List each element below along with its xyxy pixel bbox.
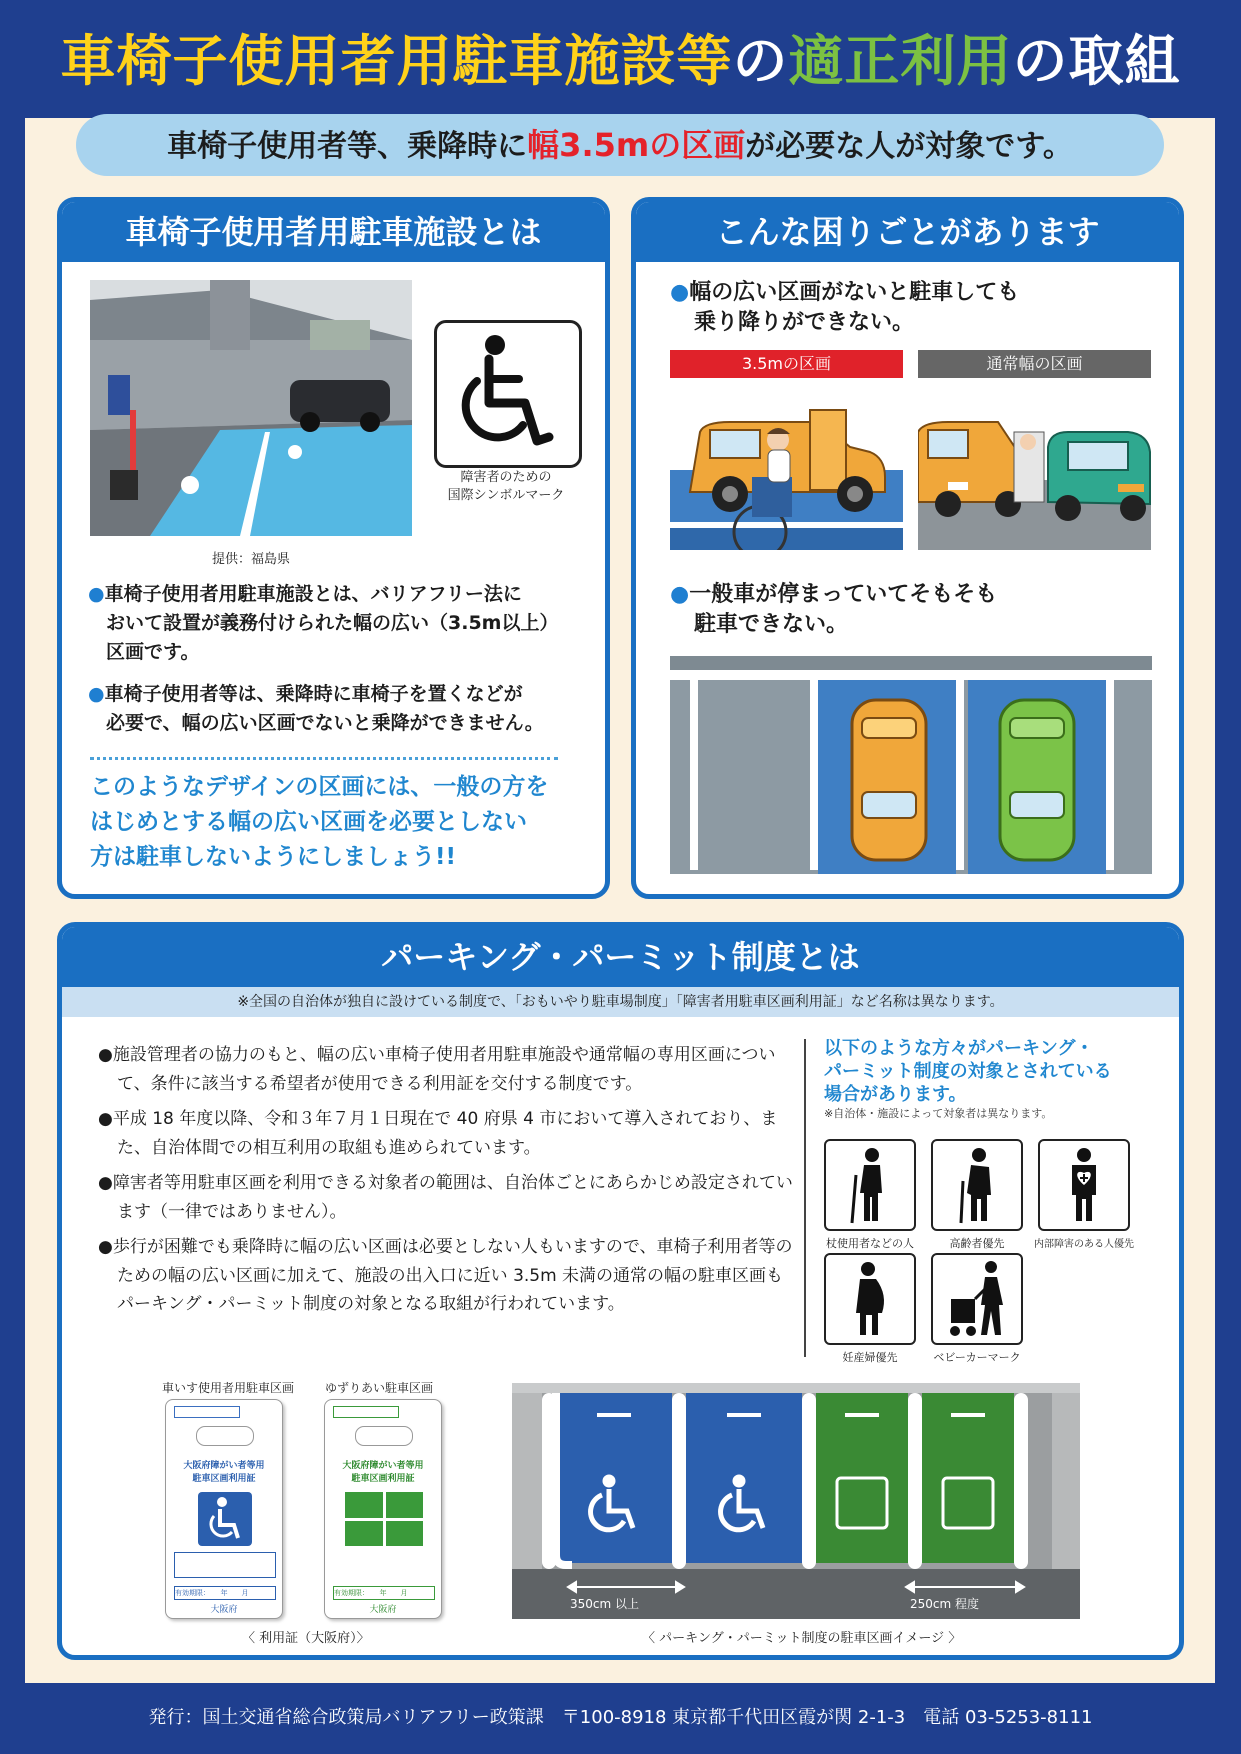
subtitle-part-3: が必要な人が対象です。 bbox=[745, 129, 1073, 164]
tag-text: 駐車区画利用証 bbox=[192, 1474, 256, 1484]
yuzuriai-card-label: ゆずりあい駐車区画 bbox=[325, 1381, 434, 1395]
tag-validity: 有効期限： 年 月 bbox=[333, 1586, 435, 1600]
parking-permit-card bbox=[57, 922, 1184, 1660]
permit-parking-illustration bbox=[512, 1383, 1080, 1619]
normal-space-illustration bbox=[918, 392, 1151, 550]
left-bullet-1: ●車椅子使用者用駐車施設とは、バリアフリー法に おいて設置が義務付けられた幅の広い（3.5m以上） 区画です。 bbox=[88, 583, 559, 663]
picto-caption: 杖使用者などの人 bbox=[826, 1237, 914, 1250]
subtitle-banner bbox=[76, 114, 1164, 176]
title-part-3: 適正利用 bbox=[788, 29, 1013, 93]
title-part-4: の取組 bbox=[1012, 29, 1181, 93]
tag-validity: 有効期限： 年 月 bbox=[174, 1586, 276, 1600]
picto-caption: 内部障害のある人優先 bbox=[1034, 1239, 1134, 1250]
permit-cards-caption: 〈 利用証（大阪府）〉 bbox=[242, 1631, 370, 1646]
what-is-card-title: 車椅子使用者用駐車施設とは bbox=[62, 202, 605, 262]
dotted-divider bbox=[90, 757, 558, 760]
parking-lot-photo bbox=[90, 280, 412, 536]
tag-text: 大阪府障がい者等用 bbox=[183, 1461, 265, 1471]
wide-space-illustration bbox=[670, 392, 903, 550]
label-normal-space: 通常幅の区画 bbox=[918, 350, 1151, 378]
photo-credit: 提供：福島県 bbox=[211, 552, 290, 567]
target-note: ※自治体・施設によって対象者は異なります。 bbox=[824, 1107, 1053, 1120]
wheelchair-icon bbox=[198, 1492, 252, 1546]
yuzuriai-permit-tag bbox=[324, 1399, 442, 1619]
subtitle-part-1: 車椅子使用者等、乗降時に bbox=[167, 129, 528, 164]
elderly-icon bbox=[931, 1139, 1023, 1231]
left-bullet-2: ●車椅子使用者等は、乗降時に車椅子を置くなどが 必要で、幅の広い区画でないと乗降ができません。 bbox=[88, 683, 544, 734]
picto-caption: ベビーカーマーク bbox=[933, 1351, 1021, 1364]
what-is-card bbox=[57, 197, 610, 899]
picto-caption: 妊産婦優先 bbox=[842, 1351, 898, 1364]
occupied-spaces-illustration bbox=[670, 656, 1152, 874]
wheelchair-card-label: 車いす使用者用駐車区画 bbox=[162, 1381, 295, 1395]
tag-text: 大阪府障がい者等用 bbox=[342, 1461, 424, 1471]
wheelchair-icon bbox=[437, 323, 579, 465]
target-heading: 以下のような方々がパーキング・ パーミット制度の対象とされている 場合があります。 bbox=[824, 1038, 1112, 1105]
tag-issuer: 大阪府 bbox=[210, 1605, 238, 1615]
callout-text: このようなデザインの区画には、一般の方を はじめとする幅の広い区画を必要としない 方は駐車しないようにしましょう!! bbox=[90, 774, 549, 870]
permit-item: ●施設管理者の協力のもと、幅の広い車椅子使用者用駐車施設や通常幅の専用区画について、条件に該当する希望者が使用できる利用証を交付する制度です。 bbox=[98, 1045, 776, 1094]
problem-1: ●幅の広い区画がないと駐車しても 乗り降りができない。 bbox=[670, 280, 1020, 335]
vertical-divider bbox=[804, 1039, 806, 1357]
problems-card bbox=[631, 197, 1184, 899]
pictogram-grid-icon bbox=[345, 1492, 423, 1546]
internal-disability-icon bbox=[1038, 1139, 1130, 1231]
symbol-caption: 障害者のための 国際シンボルマーク bbox=[447, 470, 565, 503]
subtitle-highlight: 幅3.5mの区画 bbox=[527, 126, 746, 164]
main-title bbox=[0, 26, 1241, 96]
cane-user-icon bbox=[824, 1139, 916, 1231]
picto-caption: 高齢者優先 bbox=[949, 1237, 1005, 1250]
permit-item: ●平成 18 年度以降、令和３年７月１日現在で 40 府県 4 市において導入されており、また、自治体間での相互利用の取組も進められています。 bbox=[98, 1109, 778, 1158]
wheelchair-permit-tag bbox=[165, 1399, 283, 1619]
title-part-2: の bbox=[732, 29, 789, 93]
bullet-dot: ● bbox=[88, 583, 105, 605]
footer-publisher: 発行：国土交通省総合政策局バリアフリー政策課 〒100-8918 東京都千代田区霞が関 2-1-3 電話 03-5253-8111 bbox=[148, 1707, 1093, 1728]
permit-note: ※全国の自治体が独自に設けている制度で、「おもいやり駐車場制度」「障害者用駐車区画利用証」など名称は異なります。 bbox=[62, 987, 1179, 1017]
parking-permit-title: パーキング・パーミット制度とは bbox=[62, 927, 1179, 987]
permit-description-list bbox=[98, 1041, 798, 1326]
international-symbol-of-access bbox=[434, 320, 582, 468]
parking-image-caption: 〈 パーキング・パーミット制度の駐車区画イメージ 〉 bbox=[642, 1631, 962, 1646]
label-wide-space: 3.5mの区画 bbox=[670, 350, 903, 378]
tag-issuer: 大阪府 bbox=[369, 1605, 397, 1615]
problem-2: ●一般車が停まっていてそもそも 駐車できない。 bbox=[670, 582, 998, 637]
tag-text: 駐車区画利用証 bbox=[351, 1474, 415, 1484]
pregnant-woman-icon bbox=[824, 1253, 916, 1345]
width-normal-label: 250cm 程度 bbox=[910, 1597, 980, 1611]
problems-card-title: こんな困りごとがあります bbox=[636, 202, 1179, 262]
permit-item: ●歩行が困難でも乗降時に幅の広い区画は必要としない人もいますので、車椅子利用者等のための幅の広い区画に加えて、施設の出入口に近い 3.5m 未満の通常の幅の駐車区画もパーキング・パーミット制度の対象となる取組が行われています。 bbox=[98, 1237, 793, 1314]
width-wide-label: 350cm 以上 bbox=[570, 1597, 640, 1611]
permit-item: ●障害者等用駐車区画を利用できる対象者の範囲は、自治体ごとにあらかじめ設定されています（一律ではありません）。 bbox=[98, 1173, 793, 1222]
stroller-icon bbox=[931, 1253, 1023, 1345]
title-part-1: 車椅子使用者用駐車施設等 bbox=[60, 29, 733, 93]
bullet-dot: ● bbox=[88, 683, 105, 705]
